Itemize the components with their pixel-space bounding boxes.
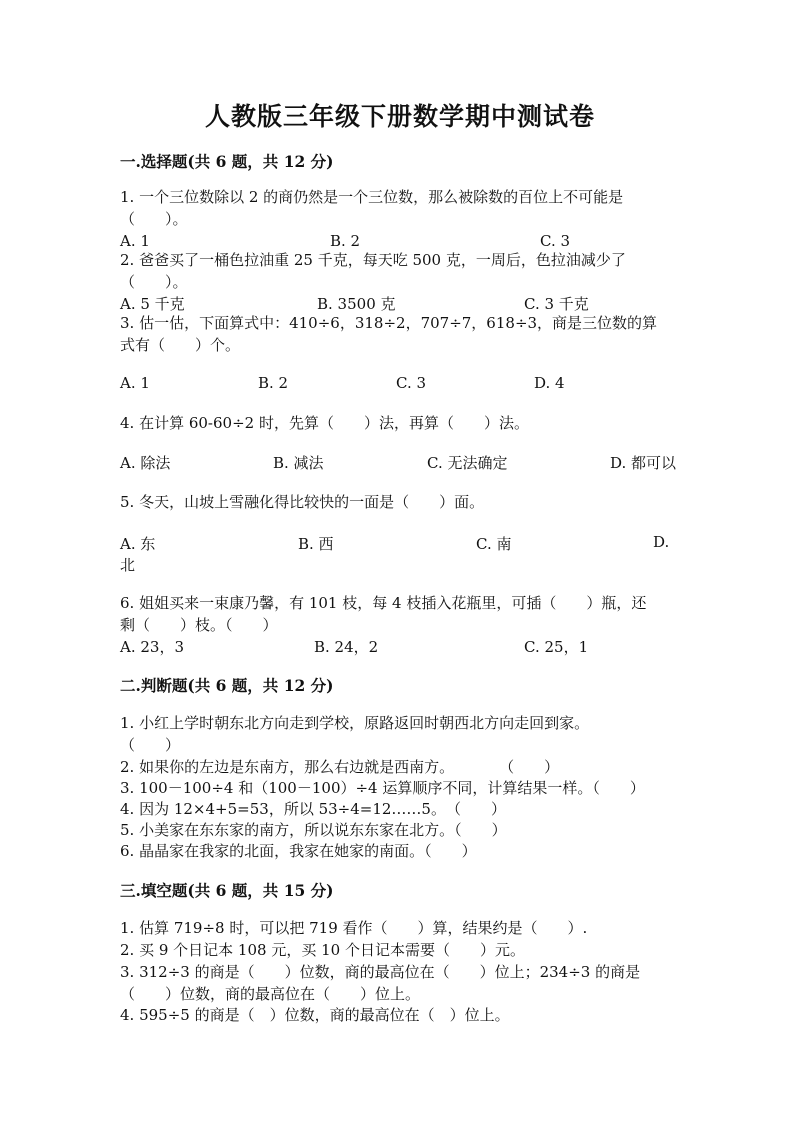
section-heading-fill: 三.填空题(共 6 题，共 15 分) — [120, 881, 334, 900]
judgement-5-text: 5. 小美家在东东家的南方，所以说东东家在北方。（ ） — [120, 821, 507, 839]
q2-option-c: C. 3 千克 — [524, 295, 589, 313]
q5-option-b: B. 西 — [298, 535, 334, 553]
question-1-text: 1. 一个三位数除以 2 的商仍然是一个三位数，那么被除数的百位上不可能是 — [120, 188, 624, 206]
judgement-2-text: 2. 如果你的左边是东南方，那么右边就是西南方。 （ ） — [120, 758, 560, 776]
question-2-text: 2. 爸爸买了一桶色拉油重 25 千克，每天吃 500 克，一周后，色拉油减少了 — [120, 251, 626, 269]
question-3-blank: 式有（ ）个。 — [120, 336, 241, 354]
q5-option-a: A. 东 — [120, 535, 156, 553]
q5-option-d-text: 北 — [120, 556, 136, 574]
question-1-blank: （ ）。 — [120, 210, 188, 228]
q1-option-c: C. 3 — [540, 232, 571, 250]
fill-4-text: 4. 595÷5 的商是（ ）位数，商的最高位在（ ）位上。 — [120, 1006, 510, 1024]
q3-option-d: D. 4 — [534, 374, 565, 392]
question-2-blank: （ ）。 — [120, 273, 188, 291]
fill-3-text: 3. 312÷3 的商是（ ）位数，商的最高位在（ ）位上；234÷3 的商是 — [120, 963, 641, 981]
question-5-text: 5. 冬天，山坡上雪融化得比较快的一面是（ ）面。 — [120, 493, 485, 511]
judgement-3-text: 3. 100－100÷4 和（100－100）÷4 运算顺序不同，计算结果一样。（ ） — [120, 779, 645, 797]
question-4-text: 4. 在计算 60-60÷2 时，先算（ ）法，再算（ ）法。 — [120, 414, 529, 432]
fill-1-text: 1. 估算 719÷8 时，可以把 719 看作（ ）算，结果约是（ ）. — [120, 919, 588, 937]
judgement-6-text: 6. 晶晶家在我家的北面，我家在她家的南面。（ ） — [120, 842, 477, 860]
q1-option-a: A. 1 — [120, 232, 150, 250]
fill-2-text: 2. 买 9 个日记本 108 元，买 10 个日记本需要（ ）元。 — [120, 941, 525, 959]
q3-option-a: A. 1 — [120, 374, 150, 392]
q6-option-c: C. 25，1 — [524, 638, 589, 656]
q5-option-c: C. 南 — [476, 535, 512, 553]
section-heading-choice: 一.选择题(共 6 题，共 12 分) — [120, 152, 334, 171]
q3-option-b: B. 2 — [258, 374, 289, 392]
q4-option-d: D. 都可以 — [610, 454, 677, 472]
q4-option-b: B. 减法 — [273, 454, 324, 472]
question-6-text: 6. 姐姐买来一束康乃馨，有 101 枝，每 4 枝插入花瓶里，可插（ ）瓶，还 — [120, 594, 647, 612]
judgement-1-blank: （ ） — [120, 736, 181, 754]
fill-3-continued: （ ）位数，商的最高位在（ ）位上。 — [120, 985, 421, 1003]
q4-option-c: C. 无法确定 — [427, 454, 508, 472]
question-3-text: 3. 估一估，下面算式中：410÷6，318÷2，707÷7，618÷3，商是三位数的算 — [120, 314, 658, 332]
q2-option-a: A. 5 千克 — [120, 295, 185, 313]
question-6-blank: 剩（ ）枝。（ ） — [120, 616, 278, 634]
q5-option-d: D. — [653, 533, 670, 551]
q1-option-b: B. 2 — [330, 232, 361, 250]
q4-option-a: A. 除法 — [120, 454, 171, 472]
q3-option-c: C. 3 — [396, 374, 427, 392]
judgement-4-text: 4. 因为 12×4+5=53，所以 53÷4=12……5。 （ ） — [120, 800, 506, 818]
judgement-1-text: 1. 小红上学时朝东北方向走到学校，原路返回时朝西北方向走回到家。 — [120, 714, 590, 732]
q6-option-b: B. 24，2 — [314, 638, 379, 656]
page-title: 人教版三年级下册数学期中测试卷 — [204, 102, 595, 131]
q2-option-b: B. 3500 克 — [317, 295, 396, 313]
section-heading-judgement: 二.判断题(共 6 题，共 12 分) — [120, 676, 334, 695]
q6-option-a: A. 23，3 — [120, 638, 184, 656]
